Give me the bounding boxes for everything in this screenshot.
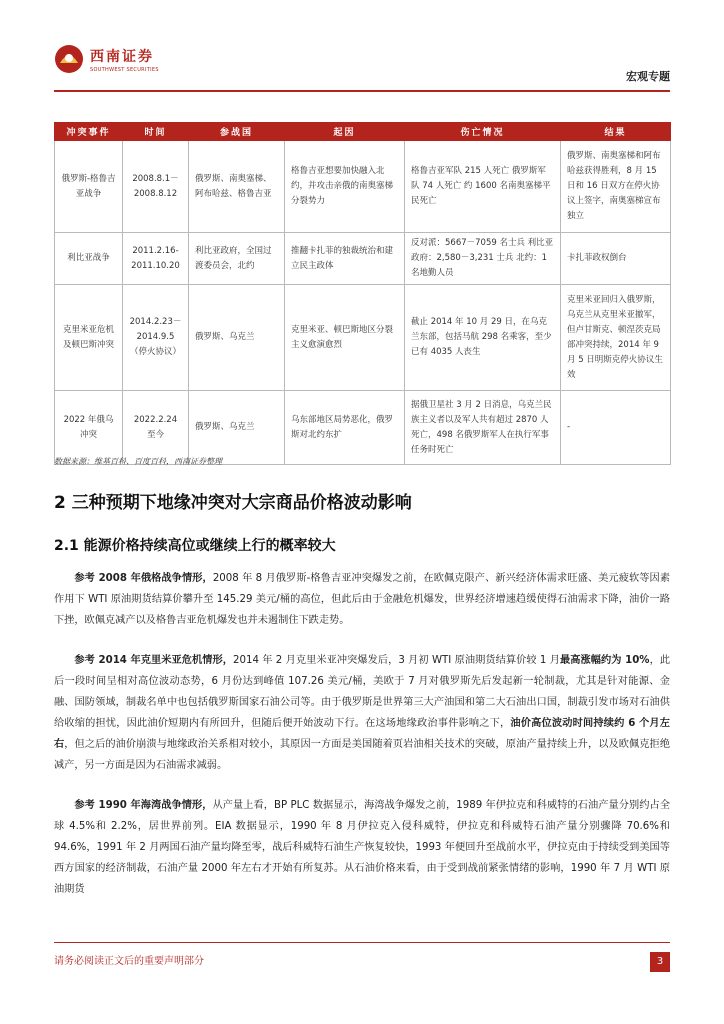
- cell-cause: 推翻卡扎菲的独裁统治和建立民主政体: [285, 233, 405, 285]
- paragraph-2008: [54, 568, 670, 631]
- column-header: 起因: [285, 123, 405, 141]
- cell-cause: 格鲁吉亚想要加快融入北约，并攻击亲俄的南奥塞梯分裂势力: [285, 141, 405, 233]
- cell-time: 2014.2.23－2014.9.5（停火协议）: [123, 285, 189, 391]
- logo-emblem-icon: [54, 44, 84, 74]
- cell-result: -: [561, 391, 671, 465]
- paragraph-1990: [54, 795, 670, 900]
- paragraph-highlight: 油价高位波动时间持续约 6 个月左右: [54, 718, 670, 750]
- logo-english-name: SOUTHWEST SECURITIES: [90, 66, 159, 73]
- cell-result: 克里米亚回归入俄罗斯，乌克兰从克里米亚撤军，但卢甘斯克、顿涅茨克局部冲突持续，2014 年 9 月 5 日明斯克停火协议生效: [561, 285, 671, 391]
- paragraph-text: 从产量上看，BP PLC 数据显示，海湾战争爆发之前，1989 年伊拉克和科威特的石油产量分别约占全球 4.5%和 2.2%，居世界前列。EIA 数据显示，1990 年 8 月伊拉克入侵科威特，伊拉克和科威特石油产量分别骤降 70.6%和 94.6%，1991 年 2 月两国石油产量均降至零，战后科威特石油生产恢复较快，1993 年便回升至战前水平，伊拉克由于持续受到美国等西方国家的经济制裁，石油产量 2000 年左右才开始有所复苏。从石油价格来看，由于受到战前紧张情绪的影响，1990 年 7 月 WTI 原油期货: [54, 800, 670, 895]
- table-row: [55, 141, 671, 233]
- paragraph-lead: 参考 2014 年克里米亚危机情形，: [74, 655, 234, 666]
- cell-casualties: 反对派：5667－7059 名士兵 利比亚政府：2,580－3,231 士兵 北约：1 名地勤人员: [405, 233, 561, 285]
- paragraph-text: 2008 年 8 月俄罗斯-格鲁吉亚冲突爆发之前，在欧佩克限产、新兴经济体需求旺盛、美元疲软等因素作用下 WTI 原油期货结算价攀升至 145.29 美元/桶的高位，但此后由于金融危机爆发，世界经济增速趋缓使得石油需求下降，油价一路下挫，欧佩克减产以及格鲁吉亚危机爆发也并未遏制住下跌走势。: [54, 573, 671, 626]
- report-type-title: 宏观专题: [626, 70, 670, 83]
- table-row: [55, 233, 671, 285]
- cell-time: 2022.2.24 至今: [123, 391, 189, 465]
- table-row: [55, 285, 671, 391]
- paragraph-2014: [54, 650, 670, 776]
- company-logo: [54, 44, 159, 74]
- column-header: 冲突事件: [55, 123, 123, 141]
- paragraph-lead: 参考 2008 年俄格战争情形，: [74, 573, 213, 584]
- column-header: 时间: [123, 123, 189, 141]
- cell-cause: 克里米亚、顿巴斯地区分裂主义愈演愈烈: [285, 285, 405, 391]
- cell-casualties: 据俄卫星社 3 月 2 日消息，乌克兰民族主义者以及军人共有超过 2870 人死亡，498 名俄罗斯军人在执行军事任务时死亡: [405, 391, 561, 465]
- paragraph-text: ，此后一段时间呈相对高位波动态势，6 月份达到峰值 107.26 美元/桶，美欧于 7 月对俄罗斯先后发起新一轮制裁，尤其是针对能源、金融、国防领域，制裁名单中也包括俄罗斯国家石油公司等。由于俄罗斯是世界第三大产油国和第二大石油出口国，制裁引发市场对石油供给收缩的担忧，因此油价短期内有所回升，但随后便开始波动下行。在这场地缘政治事件影响之下，: [54, 655, 671, 729]
- header-divider: [54, 90, 670, 92]
- cell-event: 克里米亚危机及顿巴斯冲突: [55, 285, 123, 391]
- paragraph-text: ，但之后的油价崩溃与地缘政治关系相对较小，其原因一方面是美国随着页岩油相关技术的突破，原油产量持续上升，以及欧佩克拒绝减产，另一方面是因为石油需求减弱。: [54, 739, 671, 771]
- disclaimer-note: 请务必阅读正文后的重要声明部分: [54, 956, 204, 967]
- cell-result: 卡扎菲政权倒台: [561, 233, 671, 285]
- subsection-heading: 2.1 能源价格持续高位或继续上行的概率较大: [54, 538, 336, 554]
- conflict-table: [54, 122, 670, 465]
- cell-event: 利比亚战争: [55, 233, 123, 285]
- cell-result: 俄罗斯、南奥塞梯和阿布哈兹获得胜利，8 月 15 日和 16 日双方在停火协议上签字，南奥塞梯宣布独立: [561, 141, 671, 233]
- paragraph-text: 2014 年 2 月克里米亚冲突爆发后，3 月初 WTI 原油期货结算价较 1 月: [233, 655, 560, 666]
- cell-parties: 俄罗斯、乌克兰: [189, 285, 285, 391]
- table-row: [55, 391, 671, 465]
- column-header: 参战国: [189, 123, 285, 141]
- paragraph-lead: 参考 1990 年海湾战争情形，: [74, 800, 213, 811]
- footer-divider: [54, 942, 670, 943]
- cell-event: 俄罗斯-格鲁吉亚战争: [55, 141, 123, 233]
- cell-casualties: 截止 2014 年 10 月 29 日，在乌克兰东部，包括马航 298 名乘客，至少已有 4035 人丧生: [405, 285, 561, 391]
- page-number: 3: [650, 952, 670, 972]
- cell-parties: 利比亚政府，全国过渡委员会，北约: [189, 233, 285, 285]
- table-header-row: [55, 123, 671, 141]
- cell-cause: 乌东部地区局势恶化，俄罗斯对北约东扩: [285, 391, 405, 465]
- column-header: 伤亡情况: [405, 123, 561, 141]
- page-header: [0, 0, 724, 100]
- paragraph-highlight: 最高涨幅约为 10%: [559, 655, 650, 666]
- cell-time: 2008.8.1－2008.8.12: [123, 141, 189, 233]
- cell-parties: 俄罗斯、乌克兰: [189, 391, 285, 465]
- column-header: 结果: [561, 123, 671, 141]
- logo-chinese-name: 西南证券: [90, 48, 154, 65]
- cell-casualties: 格鲁吉亚军队 215 人死亡 俄罗斯军队 74 人死亡 约 1600 名南奥塞梯平民死亡: [405, 141, 561, 233]
- cell-event: 2022 年俄乌冲突: [55, 391, 123, 465]
- cell-parties: 俄罗斯、南奥塞梯、阿布哈兹、格鲁吉亚: [189, 141, 285, 233]
- data-source-note: 数据来源：维基百科、百度百科，西南证券整理: [54, 457, 222, 466]
- cell-time: 2011.2.16-2011.10.20: [123, 233, 189, 285]
- section-heading: 2 三种预期下地缘冲突对大宗商品价格波动影响: [54, 493, 412, 513]
